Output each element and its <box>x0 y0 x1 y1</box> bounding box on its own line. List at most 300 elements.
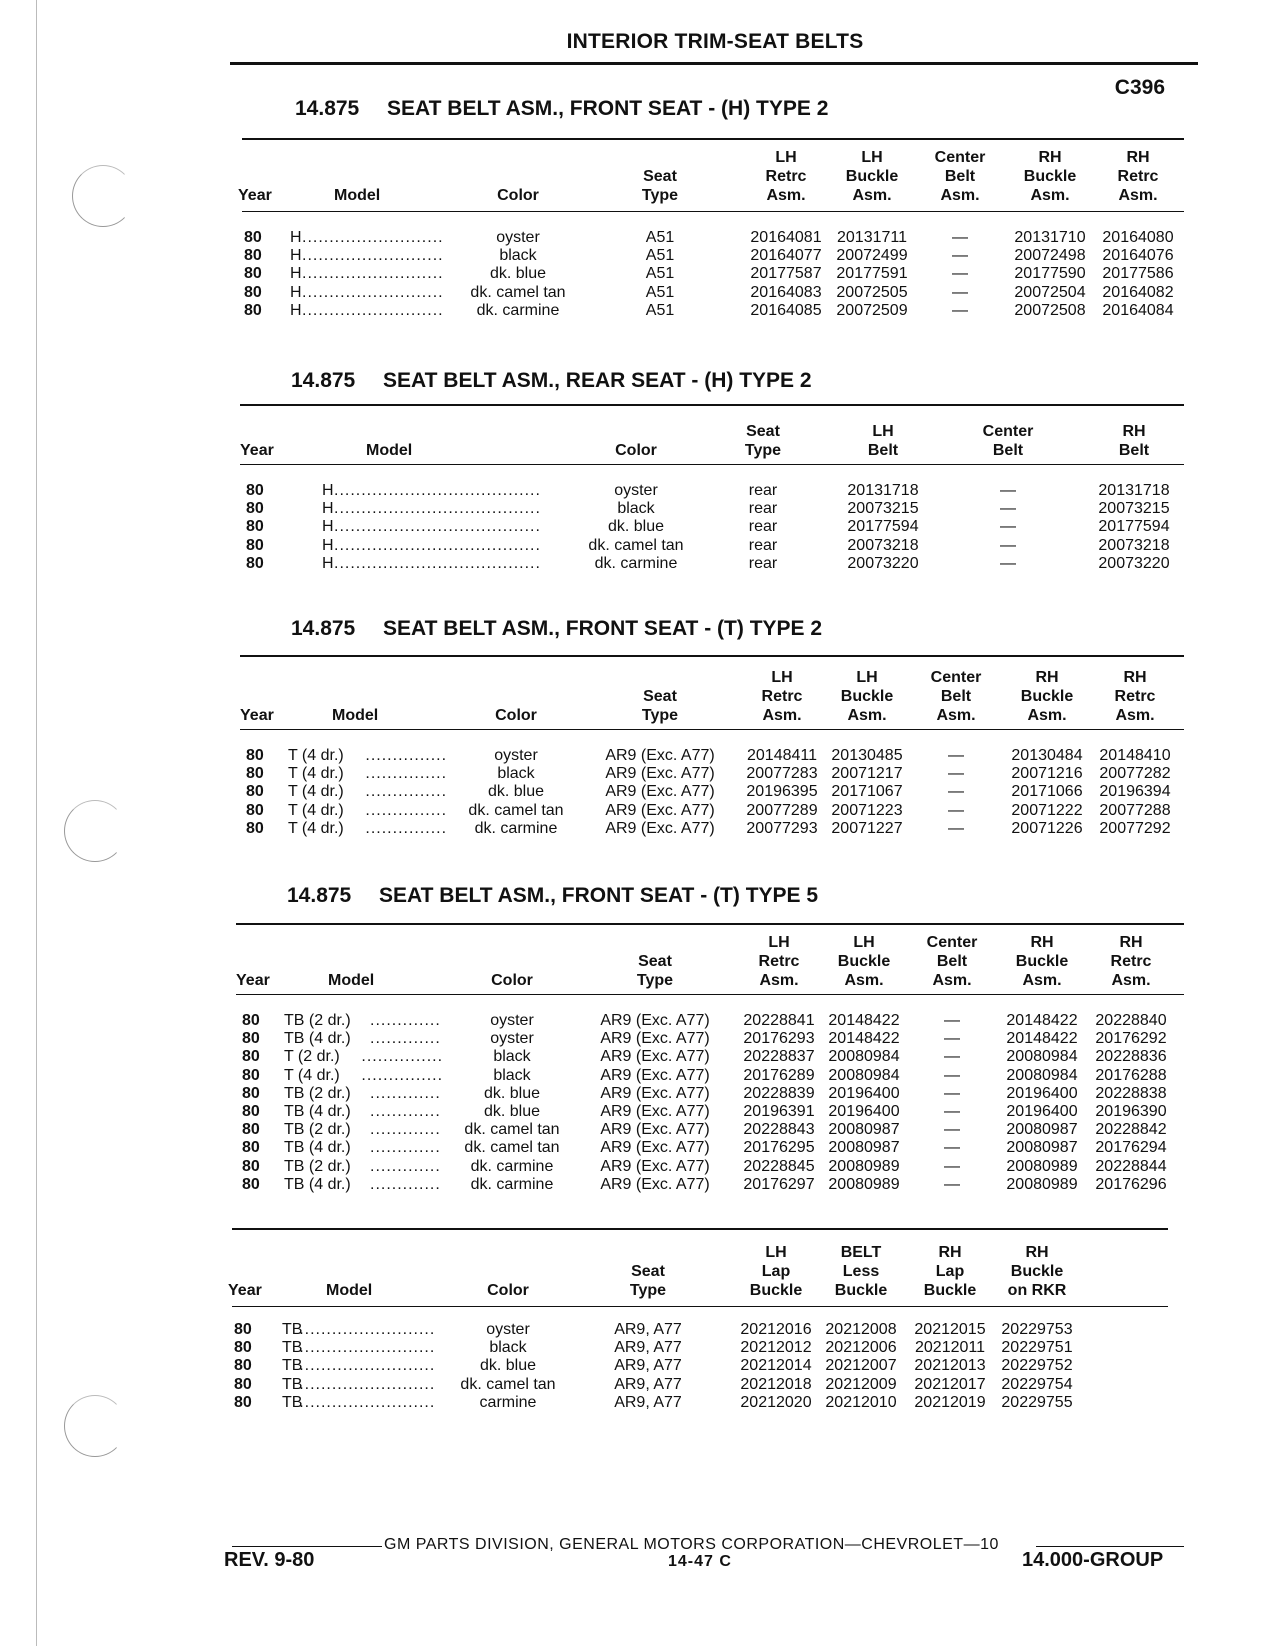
column-header-line: Asm. <box>844 972 884 989</box>
table-cell: 20228837 <box>743 1048 815 1066</box>
cell-text: T (4 dr.) <box>288 747 344 764</box>
table-cell: 20212016 <box>740 1321 812 1338</box>
cell-text: T (4 dr.) <box>284 1066 340 1084</box>
footer-page-number: 14-47 C <box>668 1553 732 1570</box>
table-cell <box>290 247 302 266</box>
cell-text: TB (4 dr.) <box>284 1139 351 1157</box>
table-cell: 20228845 <box>743 1157 815 1175</box>
table-cell: 20148422 <box>828 1030 900 1048</box>
table-cell: — <box>944 1084 960 1102</box>
dot-leader: ............. <box>370 1012 441 1029</box>
column-header-line: Belt <box>940 688 972 705</box>
table-cell <box>322 518 334 537</box>
table-cell <box>288 747 344 766</box>
table-cell: — <box>944 1012 960 1029</box>
table-cell: 20176295 <box>743 1139 815 1157</box>
column-header-line: Model <box>326 1282 373 1299</box>
table-cell: AR9, A77 <box>614 1357 682 1375</box>
column-header-line: RH <box>1035 669 1059 686</box>
table-cell: oyster <box>494 747 538 764</box>
column-header-line: Model <box>366 442 413 459</box>
table-cell: dk. carmine <box>470 1157 554 1175</box>
table-cell: 80 <box>234 1339 252 1357</box>
table-cell: 80 <box>246 747 264 764</box>
table-cell: AR9 (Exc. A77) <box>605 783 715 801</box>
column-header-line: Asm. <box>852 187 892 204</box>
column-header <box>457 971 567 990</box>
footer-rule-left <box>232 1546 382 1547</box>
column-header-line: Asm. <box>1027 707 1067 724</box>
table-cell <box>284 1030 351 1049</box>
table-cell: 20228842 <box>1095 1121 1167 1139</box>
column-header-line: Year <box>228 1282 262 1299</box>
column-header-line: Type <box>641 187 679 204</box>
table-cell: 20077289 <box>746 801 818 819</box>
table-cell: 20228841 <box>743 1012 815 1029</box>
column-header <box>326 1281 372 1300</box>
table-cell: dk. blue <box>483 1103 541 1120</box>
table-cell <box>284 1085 351 1104</box>
table-cell: 20196400 <box>828 1103 900 1120</box>
table-cell: 20131718 <box>847 482 919 499</box>
table-cell: 20176289 <box>743 1066 815 1084</box>
table-cell: dk. carmine <box>594 554 678 572</box>
column-header-line: Year <box>238 187 272 204</box>
section-title <box>287 884 818 908</box>
table-cell: 80 <box>242 1103 260 1120</box>
table-cell: oyster <box>490 1012 534 1029</box>
table-cell: 20073218 <box>847 536 919 554</box>
table-cell: AR9 (Exc. A77) <box>605 747 715 764</box>
column-header-line: Buckle <box>1020 688 1074 705</box>
cell-text: H <box>290 229 302 246</box>
table-cell: 80 <box>246 482 264 499</box>
table-cell: 20071222 <box>1011 801 1083 819</box>
footer-revision: REV. 9-80 <box>224 1549 315 1571</box>
table-cell: AR9 (Exc. A77) <box>600 1084 710 1102</box>
column-header-line: Less <box>842 1263 880 1280</box>
column-header-line: Retrc <box>765 168 807 185</box>
table-cell: 80 <box>242 1048 260 1066</box>
table-cell: 20148410 <box>1099 747 1171 764</box>
table-cell: AR9 (Exc. A77) <box>605 765 715 783</box>
table-cell: A51 <box>645 265 675 283</box>
table-cell: 80 <box>244 229 262 246</box>
table-cell: 20080987 <box>1006 1121 1078 1139</box>
column-header-line: Lap <box>935 1263 965 1280</box>
cell-text: H <box>322 554 334 572</box>
column-header-line: Color <box>487 1282 529 1299</box>
table-cell: 20229755 <box>1001 1393 1073 1411</box>
cell-text: T (4 dr.) <box>288 765 344 783</box>
column-header-line: LH <box>861 149 883 166</box>
section-number: 14.875 <box>295 97 360 120</box>
table-cell <box>284 1176 351 1195</box>
table-cell: — <box>948 819 964 837</box>
column-header-line: RH <box>938 1244 962 1261</box>
table-cell: 80 <box>242 1139 260 1157</box>
table-cell: 20196400 <box>828 1084 900 1102</box>
column-header-line: on RKR <box>1007 1282 1067 1299</box>
table-cell <box>290 302 302 321</box>
column-header-line: Buckle <box>1015 953 1069 970</box>
column-header-line: Buckle <box>845 168 899 185</box>
column-header <box>708 422 818 460</box>
table-cell: — <box>948 765 964 783</box>
column-header-line: Center <box>934 149 986 166</box>
table-cell: 20072508 <box>1014 301 1086 319</box>
table-cell: 20080989 <box>828 1175 900 1193</box>
cell-text: T (4 dr.) <box>288 783 344 801</box>
table-cell: 20212007 <box>825 1357 897 1375</box>
column-header-line: Asm. <box>759 972 799 989</box>
column-header <box>828 422 938 460</box>
table-cell: 20177587 <box>750 265 822 283</box>
cell-text: TB (2 dr.) <box>284 1157 351 1175</box>
dot-leader: ............. <box>370 1084 441 1102</box>
table-cell: — <box>944 1139 960 1157</box>
page-code: C396 <box>1114 76 1165 99</box>
table-cell: 20228844 <box>1095 1157 1167 1175</box>
table-cell: 20071223 <box>831 801 903 819</box>
column-header <box>600 952 710 990</box>
table-cell: — <box>944 1030 960 1048</box>
table-cell: 80 <box>244 301 262 319</box>
table-cell: 80 <box>242 1066 260 1084</box>
dot-leader: ...................................... <box>334 554 541 572</box>
column-header-line: Seat <box>746 423 780 440</box>
table-cell: carmine <box>479 1393 537 1411</box>
column-header <box>593 1262 703 1300</box>
table-cell: 20080989 <box>1006 1157 1078 1175</box>
column-header-line: Asm. <box>1118 187 1158 204</box>
table-cell <box>322 500 334 519</box>
cell-text: TB <box>282 1321 303 1338</box>
table-cell <box>284 1067 340 1086</box>
table-cell: rear <box>748 482 778 499</box>
column-header <box>982 1243 1092 1300</box>
dot-leader: ......................... <box>299 1357 436 1375</box>
table-cell: AR9 (Exc. A77) <box>600 1157 710 1175</box>
column-header-line: Seat <box>631 1263 665 1280</box>
table-cell: 20176297 <box>743 1175 815 1193</box>
dot-leader: ............. <box>370 1103 441 1120</box>
table-cell: 20196394 <box>1099 783 1171 801</box>
column-header-line: Model <box>334 187 381 204</box>
dot-leader: ............. <box>370 1121 441 1139</box>
table-cell: 20229754 <box>1001 1375 1073 1393</box>
table-cell: — <box>948 783 964 801</box>
page-title: INTERIOR TRIM-SEAT BELTS <box>566 30 864 53</box>
footer-group: 14.000-GROUP <box>1022 1549 1164 1571</box>
dot-leader: ............. <box>370 1139 441 1157</box>
table-cell <box>284 1103 351 1122</box>
table-cell: rear <box>748 500 778 518</box>
cell-text: TB (2 dr.) <box>284 1121 351 1139</box>
cell-text: T (4 dr.) <box>288 801 344 819</box>
table-cell <box>284 1139 351 1158</box>
table-cell: 80 <box>242 1084 260 1102</box>
table-cell: AR9 (Exc. A77) <box>600 1030 710 1048</box>
table-cell: AR9, A77 <box>614 1339 682 1357</box>
column-header-line: Asm. <box>940 187 980 204</box>
cell-text: TB (2 dr.) <box>284 1012 351 1029</box>
table-cell: 20177586 <box>1102 265 1174 283</box>
column-header-line: Color <box>615 442 657 459</box>
table-cell: 20072504 <box>1014 283 1086 301</box>
table-cell: dk. camel tan <box>464 1121 560 1139</box>
dot-leader: ...................................... <box>334 518 541 536</box>
column-header-line: Belt <box>867 442 899 459</box>
table-cell: 20071216 <box>1011 765 1083 783</box>
dot-leader: ...................................... <box>334 482 541 499</box>
cell-text: TB <box>282 1357 303 1375</box>
section-title <box>291 617 822 641</box>
table-cell: 20177594 <box>1098 518 1170 536</box>
table-cell: AR9, A77 <box>614 1393 682 1411</box>
table-cell: 20228838 <box>1095 1084 1167 1102</box>
table-cell: 20148422 <box>1006 1012 1078 1029</box>
table-cell: dk. blue <box>487 783 545 801</box>
dot-leader: ............. <box>370 1157 441 1175</box>
column-header <box>228 1281 262 1300</box>
footer-publisher-line: GM PARTS DIVISION, GENERAL MOTORS CORPORATION—CHEVROLET—10 <box>384 1536 999 1553</box>
table-cell: 80 <box>246 819 264 837</box>
dot-leader: ...................................... <box>334 536 541 554</box>
column-header-line: Asm. <box>762 707 802 724</box>
column-header-line: Buckle <box>840 688 894 705</box>
table-cell: black <box>499 247 537 265</box>
column-header <box>236 971 270 990</box>
column-header-line: LH <box>768 934 790 951</box>
table-cell: AR9 (Exc. A77) <box>600 1139 710 1157</box>
table-cell: 20196395 <box>746 783 818 801</box>
column-header-line: Retrc <box>761 688 803 705</box>
table-cell: oyster <box>496 229 540 246</box>
table-cell: 20148422 <box>828 1012 900 1029</box>
table-cell: 20073215 <box>1098 500 1170 518</box>
table-cell <box>284 1012 351 1031</box>
column-header-line: RH <box>1030 934 1054 951</box>
table-cell: 20212008 <box>825 1321 897 1338</box>
column-header-line: Type <box>744 442 782 459</box>
table-cell: 20176296 <box>1095 1175 1167 1193</box>
section-heading: SEAT BELT ASM., FRONT SEAT - (T) TYPE 2 <box>383 617 823 640</box>
column-header-line: Color <box>491 972 533 989</box>
column-header-line: LH <box>856 669 878 686</box>
table-cell: 20228840 <box>1095 1012 1167 1029</box>
table-cell: AR9 (Exc. A77) <box>600 1012 710 1029</box>
table-cell <box>290 284 302 303</box>
table-cell: dk. camel tan <box>468 801 564 819</box>
table-cell: 20164083 <box>750 283 822 301</box>
table-cell: 80 <box>246 801 264 819</box>
table-cell: AR9 (Exc. A77) <box>600 1121 710 1139</box>
cell-text: H <box>290 301 302 319</box>
column-header-line: RH <box>1123 669 1147 686</box>
table-cell: 20164085 <box>750 301 822 319</box>
table-cell: 80 <box>242 1157 260 1175</box>
table-cell: black <box>497 765 535 783</box>
column-header <box>1080 668 1190 725</box>
table-cell: 80 <box>246 554 264 572</box>
table-cell <box>322 537 334 556</box>
table-cell: dk. carmine <box>470 1175 554 1193</box>
table-cell: — <box>944 1175 960 1193</box>
table-cell: 20212014 <box>740 1357 812 1375</box>
table-cell: dk. camel tan <box>470 283 566 301</box>
table-cell: 20212006 <box>825 1339 897 1357</box>
table-cell: 20080987 <box>828 1121 900 1139</box>
column-header-line: BELT <box>840 1244 882 1261</box>
table-cell: 80 <box>242 1012 260 1029</box>
column-header-line: Type <box>629 1282 667 1299</box>
table-cell: 20164084 <box>1102 301 1174 319</box>
table-cell: 20212013 <box>914 1357 986 1375</box>
column-header <box>605 167 715 205</box>
column-header-line: Year <box>240 442 274 459</box>
cell-text: H <box>290 283 302 301</box>
column-header-line: Buckle <box>749 1282 803 1299</box>
table-cell: 20071227 <box>831 819 903 837</box>
table-cell: — <box>1000 500 1016 518</box>
table-header-rule <box>240 464 1184 465</box>
table-cell: 20212009 <box>825 1375 897 1393</box>
table-cell: 80 <box>246 500 264 518</box>
header-rule <box>230 62 1198 65</box>
column-header-line: LH <box>765 1244 787 1261</box>
table-cell: 20229752 <box>1001 1357 1073 1375</box>
table-cell: black <box>493 1066 531 1084</box>
table-cell: dk. blue <box>479 1357 537 1375</box>
table-cell: A51 <box>645 301 675 319</box>
table-header-rule <box>236 994 1184 995</box>
cell-text: TB (2 dr.) <box>284 1084 351 1102</box>
table-cell: — <box>1000 518 1016 536</box>
table-cell: — <box>1000 554 1016 572</box>
table-cell: 20212018 <box>740 1375 812 1393</box>
column-header-line: Year <box>240 707 274 724</box>
table-cell: 20212015 <box>914 1321 986 1338</box>
table-top-rule <box>240 655 1184 657</box>
table-cell: 20177591 <box>836 265 908 283</box>
table-cell: — <box>1000 536 1016 554</box>
dot-leader: ............... <box>365 747 448 764</box>
column-header <box>581 441 691 460</box>
table-cell: dk. blue <box>483 1084 541 1102</box>
column-header <box>1076 933 1186 990</box>
section-number: 14.875 <box>291 369 356 392</box>
table-cell: black <box>493 1048 531 1066</box>
cell-text: H <box>322 536 334 554</box>
table-cell: 20072498 <box>1014 247 1086 265</box>
column-header-line: Retrc <box>1110 953 1152 970</box>
table-cell: 20080984 <box>828 1048 900 1066</box>
table-cell: — <box>944 1066 960 1084</box>
table-cell: 80 <box>246 518 264 536</box>
table-cell: AR9 (Exc. A77) <box>600 1103 710 1120</box>
table-cell: — <box>948 801 964 819</box>
column-header-line: LH <box>853 934 875 951</box>
table-cell: 20212020 <box>740 1393 812 1411</box>
table-cell: 20080989 <box>828 1157 900 1175</box>
column-header <box>953 422 1063 460</box>
column-header <box>1083 148 1193 205</box>
table-cell: 20212010 <box>825 1393 897 1411</box>
table-cell: dk. camel tan <box>464 1139 560 1157</box>
column-header-line: Center <box>982 423 1034 440</box>
dot-leader: .......................... <box>302 265 444 283</box>
table-cell: 20228843 <box>743 1121 815 1139</box>
column-header-line: Type <box>636 972 674 989</box>
column-header-line: RH <box>1122 423 1146 440</box>
column-header <box>334 186 380 205</box>
table-cell: AR9 (Exc. A77) <box>605 801 715 819</box>
column-header <box>453 1281 563 1300</box>
table-cell: 20176293 <box>743 1030 815 1048</box>
table-cell: 80 <box>234 1393 252 1411</box>
table-cell: 80 <box>242 1030 260 1048</box>
dot-leader: .......................... <box>302 283 444 301</box>
cell-text: TB (4 dr.) <box>284 1030 351 1048</box>
table-cell: 20196391 <box>743 1103 815 1120</box>
table-header-rule <box>242 211 1184 212</box>
column-header <box>240 706 274 725</box>
table-cell: A51 <box>645 283 675 301</box>
column-header <box>461 706 571 725</box>
cell-text: TB (4 dr.) <box>284 1103 351 1120</box>
column-header <box>1079 422 1189 460</box>
table-cell: 20148422 <box>1006 1030 1078 1048</box>
table-cell: 20228839 <box>743 1084 815 1102</box>
cell-text: H <box>322 482 334 499</box>
table-cell: 20164076 <box>1102 247 1174 265</box>
dot-leader: ............... <box>365 819 448 837</box>
table-cell: 20176288 <box>1095 1066 1167 1084</box>
table-cell: A51 <box>645 247 675 265</box>
table-cell: — <box>952 301 968 319</box>
table-cell: — <box>944 1103 960 1120</box>
column-header <box>240 441 274 460</box>
binder-hole <box>64 1395 126 1457</box>
column-header <box>238 186 272 205</box>
column-header-line: Year <box>236 972 270 989</box>
dot-leader: ............... <box>365 801 448 819</box>
table-cell: 20072499 <box>836 247 908 265</box>
cell-text: TB <box>282 1339 303 1357</box>
table-cell: 20131718 <box>1098 482 1170 499</box>
table-top-rule <box>240 404 1184 406</box>
table-cell: 20077288 <box>1099 801 1171 819</box>
section-heading: SEAT BELT ASM., REAR SEAT - (H) TYPE 2 <box>383 369 812 392</box>
table-cell: rear <box>748 554 778 572</box>
table-cell: dk. blue <box>489 265 547 283</box>
column-header-line: Asm. <box>847 707 887 724</box>
table-cell: 20073220 <box>847 554 919 572</box>
dot-leader: ............. <box>370 1175 441 1193</box>
table-cell: 20131710 <box>1014 229 1086 246</box>
table-cell: 80 <box>246 536 264 554</box>
section-heading: SEAT BELT ASM., FRONT SEAT - (T) TYPE 5 <box>379 884 819 907</box>
column-header-line: Buckle <box>1010 1263 1064 1280</box>
table-cell: 20071217 <box>831 765 903 783</box>
table-cell <box>288 802 344 821</box>
column-header-line: LH <box>775 149 797 166</box>
column-header-line: Retrc <box>758 953 800 970</box>
dot-leader: ............... <box>365 765 448 783</box>
table-cell: 80 <box>242 1175 260 1193</box>
binder-hole <box>72 165 134 227</box>
